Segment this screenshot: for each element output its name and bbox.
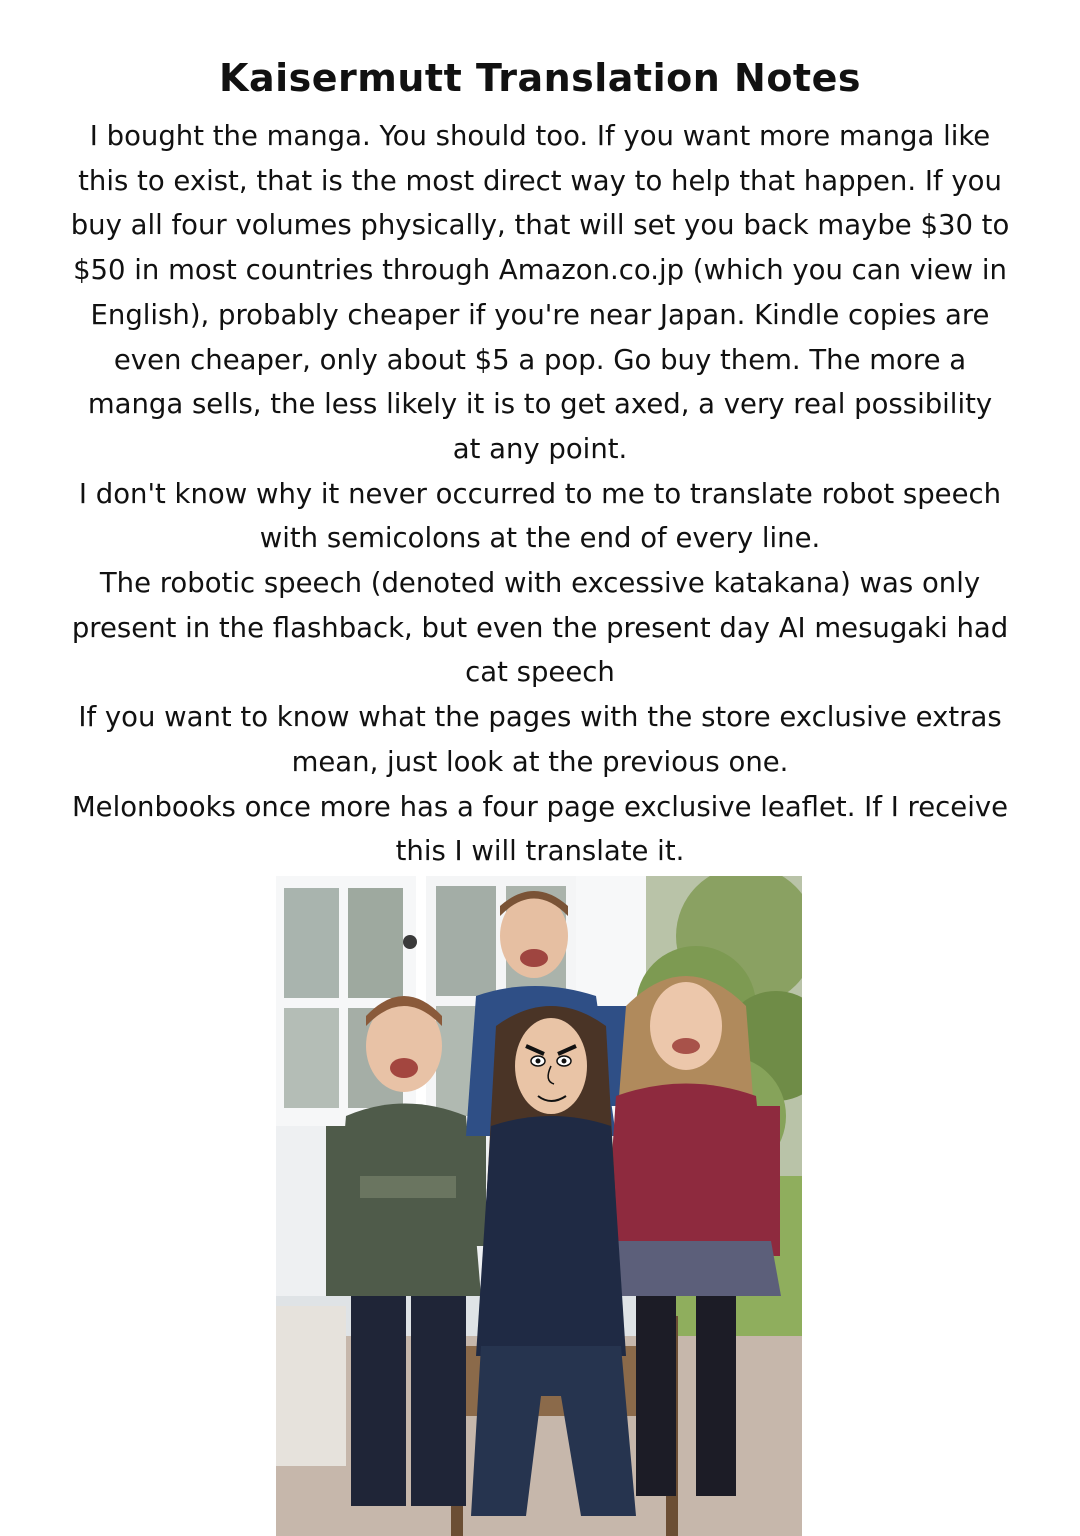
- door-knob: [403, 935, 417, 949]
- family-photo: [276, 876, 802, 1536]
- note-paragraph: Melonbooks once more has a four page exclusive leaflet. If I receive this I will translate it.: [71, 790, 1009, 868]
- notes-body: [70, 114, 1010, 874]
- note-paragraph: If you want to know what the pages with the store exclusive extras mean, just look at the previous one.: [78, 701, 1002, 778]
- note-paragraph: I bought the manga. You should too. If you want more manga like this to exist, that is the most direct way to help that happen. If you buy all four volumes physically, that will set you back maybe $30 to $50 in most countries through Amazon.co.jp (which you can view in English), probably cheaper if you're near Japan. Kindle copies are even cheaper, only about $5 a pop. Go buy them. The more a manga sells, the less likely it is to get axed, a very real possibility at any point.: [70, 120, 1010, 465]
- page-title: Kaisermutt Translation Notes: [219, 56, 861, 100]
- stone-step: [276, 1306, 346, 1466]
- family-photo-illustration: [276, 876, 802, 1536]
- note-paragraph: I don't know why it never occurred to me to translate robot speech with semicolons at the end of every line.: [78, 477, 1002, 555]
- note-paragraph: The robotic speech (denoted with excessive katakana) was only present in the flashback, but even the present day AI mesugaki had cat speech: [71, 567, 1009, 689]
